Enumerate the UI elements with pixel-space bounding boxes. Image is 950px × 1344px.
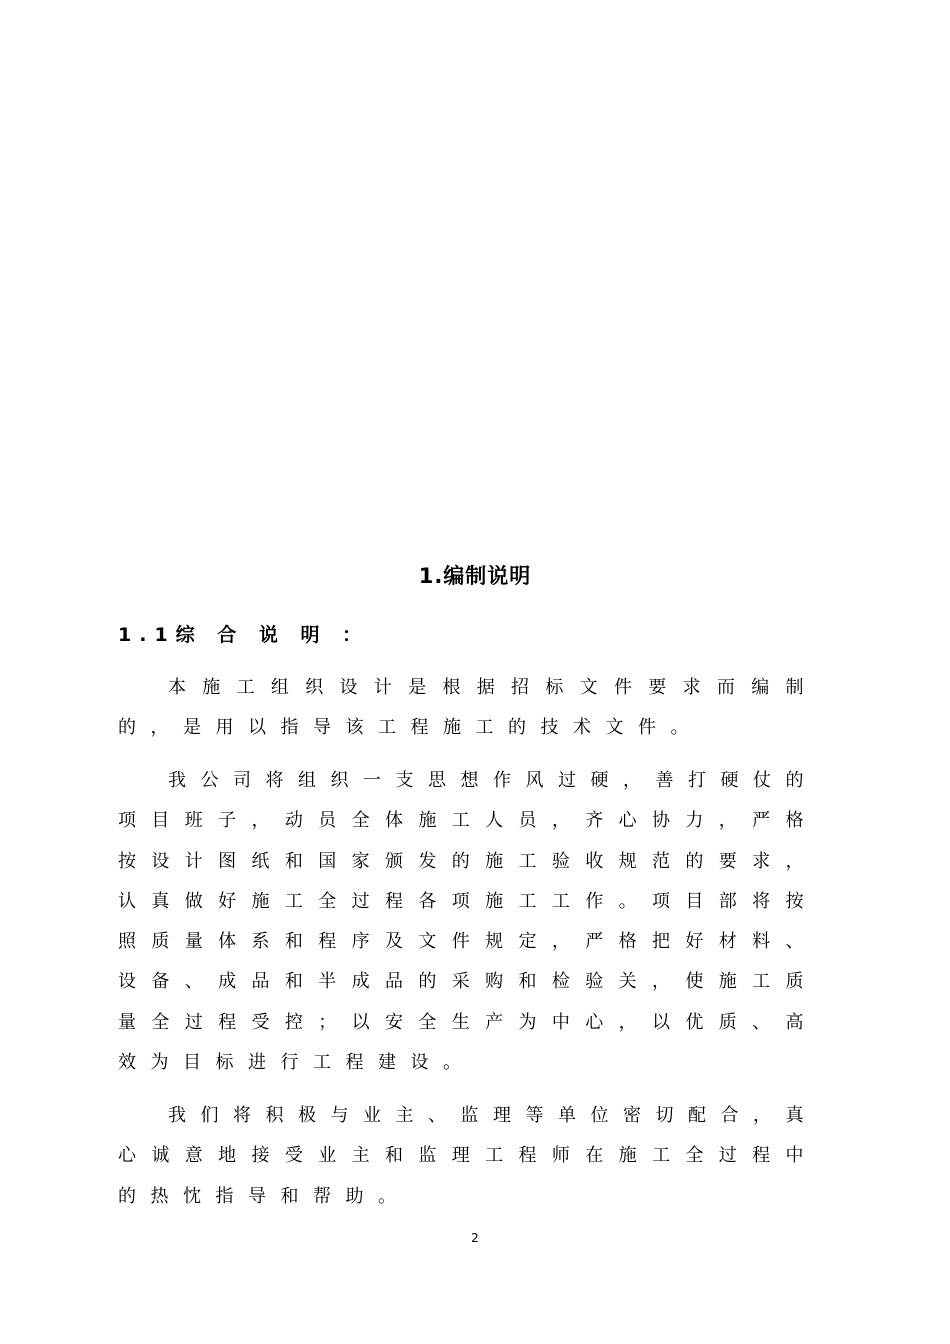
paragraph-1: 本施工组织设计是根据招标文件要求而编制的，是用以指导该工程施工的技术文件。 (118, 677, 818, 739)
paragraph-2: 我公司将组织一支思想作风过硬，善打硬仗的项目班子，动员全体施工人员，齐心协力，严格按设计图纸和国家颁发的施工验收规范的要求，认真做好施工全过程各项施工工作。项目部将按照质量体系和程序及文件规定，严格把好材料、设备、成品和半成品的采购和检验关，使施工质量全过程受控；以安全生产为中心，以优质、高效为目标进行工程建设。 (118, 770, 818, 1074)
paragraph-3: 我们将积极与业主、监理等单位密切配合，真心诚意地接受业主和监理工程师在施工全过程中的热忱指导和帮助。 (118, 1105, 818, 1207)
subsection-title: 1.1综 合 说 明 ： (118, 624, 370, 646)
page-number: 2 (471, 1231, 479, 1245)
section-title: 1.编制说明 (418, 564, 532, 588)
